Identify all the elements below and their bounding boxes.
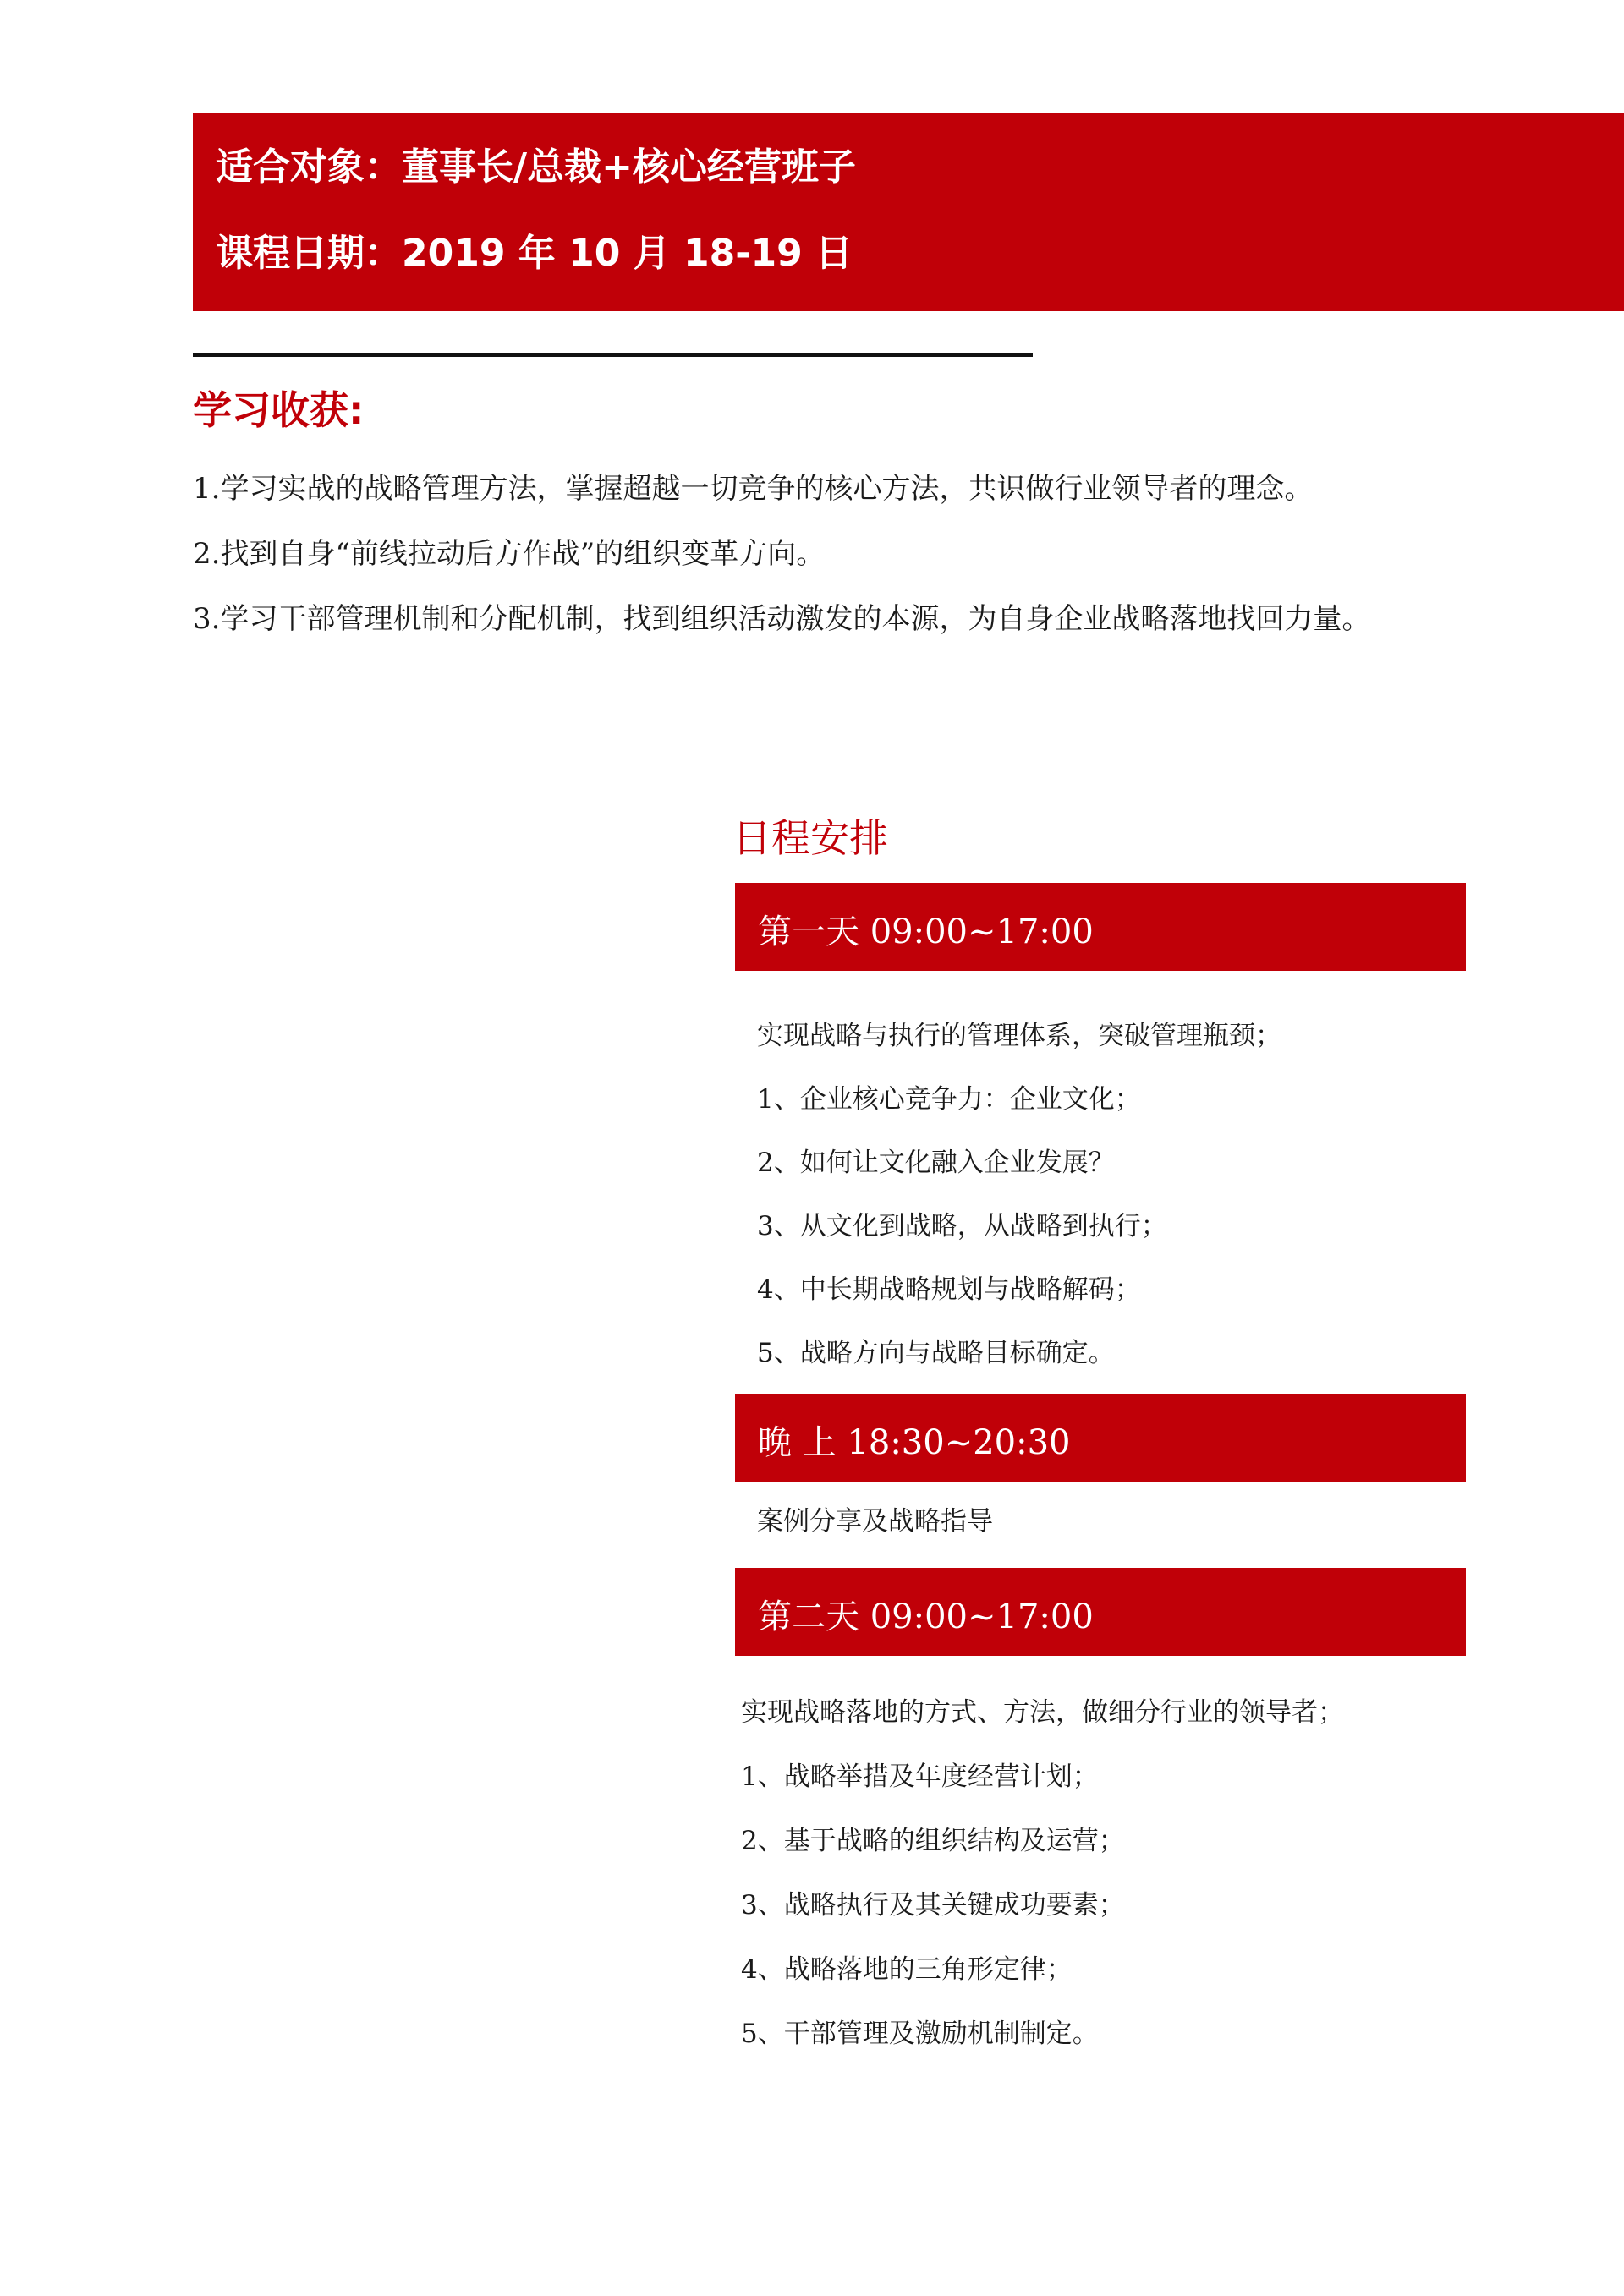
evening-intro: 案例分享及战略指导 (757, 1506, 993, 1537)
course-date-text: 课程日期：2019 年 10 月 18-19 日 (216, 232, 853, 275)
evening-header-text: 晚 上 18:30~20:30 (758, 1423, 1071, 1462)
gain-item: 3.学习干部管理机制和分配机制，找到组织活动激发的本源，为自身企业战略落地找回力量。 (193, 602, 1371, 636)
day2-header-bar (735, 1568, 1466, 1656)
gain-item: 2.找到自身“前线拉动后方作战”的组织变革方向。 (193, 537, 826, 571)
day1-item: 3、从文化到战略，从战略到执行； (757, 1211, 1167, 1241)
day1-item: 5、战略方向与战略目标确定。 (757, 1338, 1115, 1368)
day2-item: 3、战略执行及其关键成功要素； (741, 1890, 1125, 1921)
day2-item: 1、战略举措及年度经营计划； (741, 1762, 1099, 1792)
evening-header-bar (735, 1394, 1466, 1482)
day2-item: 5、干部管理及激励机制制定。 (741, 2019, 1099, 2049)
day2-intro: 实现战略落地的方式、方法，做细分行业的领导者； (741, 1697, 1344, 1728)
gains-heading: 学习收获: (193, 387, 365, 433)
gain-item: 1.学习实战的战略管理方法，掌握超越一切竞争的核心方法，共识做行业领导者的理念。 (193, 472, 1314, 506)
day1-item: 1、企业核心竞争力：企业文化； (757, 1084, 1141, 1115)
day2-item: 2、基于战略的组织结构及运营； (741, 1826, 1125, 1856)
day2-item: 4、战略落地的三角形定律； (741, 1954, 1073, 1985)
day1-intro: 实现战略与执行的管理体系，突破管理瓶颈； (757, 1021, 1281, 1051)
divider-line (193, 353, 1033, 357)
audience-text: 适合对象：董事长/总裁+核心经营班子 (216, 145, 856, 189)
day2-header-text: 第二天 09:00~17:00 (758, 1597, 1094, 1636)
day1-item: 2、如何让文化融入企业发展？ (757, 1148, 1115, 1178)
day1-item: 4、中长期战略规划与战略解码； (757, 1274, 1141, 1305)
course-info-banner (193, 113, 1624, 311)
schedule-title: 日程安排 (732, 815, 888, 861)
day1-header-text: 第一天 09:00~17:00 (758, 912, 1094, 951)
day1-header-bar (735, 883, 1466, 971)
